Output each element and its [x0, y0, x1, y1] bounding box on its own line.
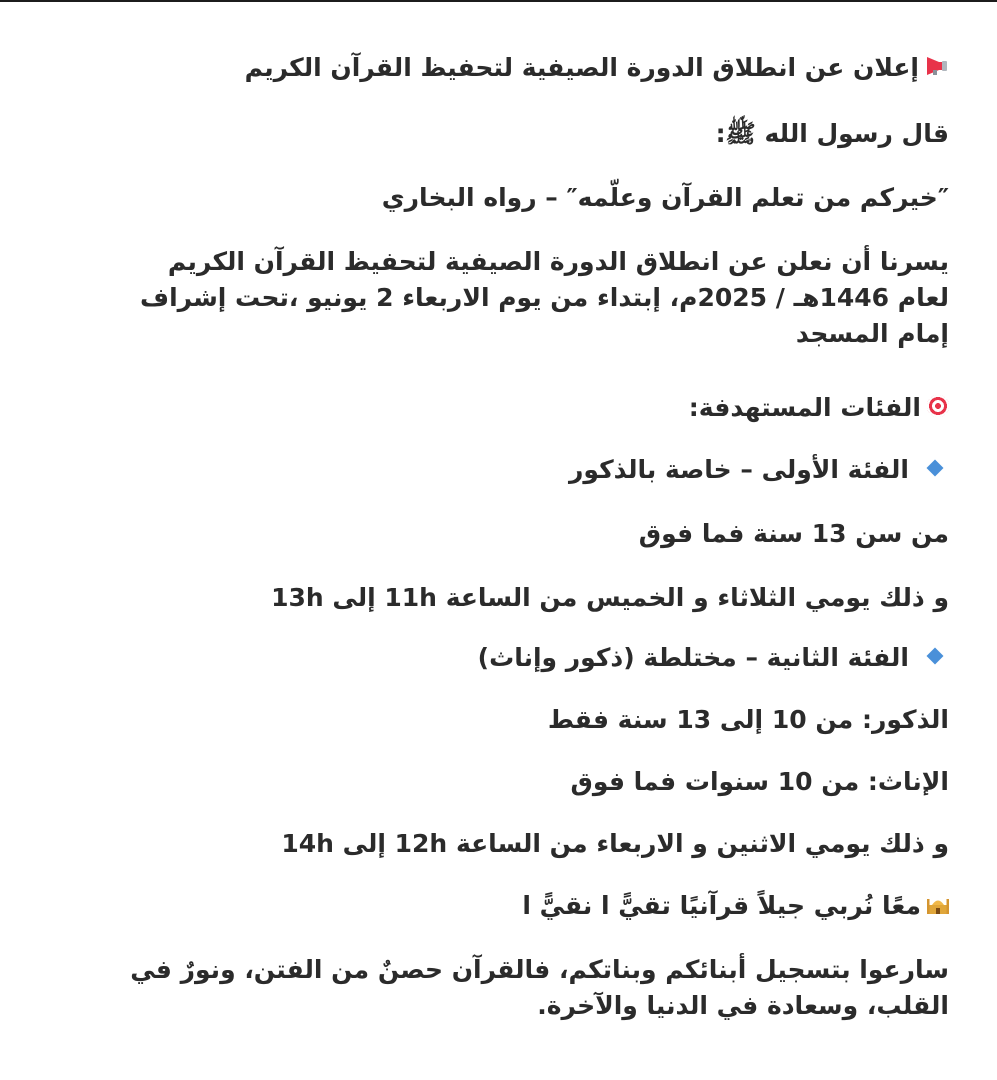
group2-males: الذكور: من 10 إلى 13 سنة فقط — [547, 705, 949, 734]
group2-title-line — [478, 640, 949, 676]
closing-paragraph: سارعوا بتسجيل أبنائكم وبناتكم، فالقرآن حصنٌ من الفتن، ونورٌ في القلب، وسعادة في الدنيا والآخرة. — [130, 955, 949, 1020]
target-heading-line — [689, 390, 949, 426]
diamond-bullet-icon — [927, 460, 944, 477]
megaphone-icon — [925, 56, 949, 76]
group2-title: الفئة الثانية – مختلطة (ذكور وإناث) — [477, 643, 909, 672]
group2-schedule: و ذلك يومي الاثنين و الاربعاء من الساعة 12h إلى 14h — [281, 829, 949, 858]
title: إعلان عن انطلاق الدورة الصيفية لتحفيظ القرآن الكريم — [244, 53, 919, 82]
hadith-intro: قال رسول الله ﷺ: — [715, 119, 949, 148]
group1-schedule: و ذلك يومي الثلاثاء و الخميس من الساعة 11h إلى 13h — [271, 583, 949, 612]
diamond-bullet-icon — [927, 648, 944, 665]
announcement-paragraph: يسرنا أن نعلن عن انطلاق الدورة الصيفية لتحفيظ القرآن الكريم لعام 1446هـ / 2025م، إبتداء من يوم الاربعاء 2 يونيو ،تحت إشراف إمام المسجد — [140, 247, 949, 348]
group1-title-line — [569, 452, 949, 488]
mosque-icon — [927, 893, 949, 915]
group1-title: الفئة الأولى – خاصة بالذكور — [569, 455, 909, 484]
motto-line — [522, 888, 949, 924]
group1-age: من سن 13 سنة فما فوق — [638, 519, 949, 548]
hadith-text: ″خيركم من تعلم القرآن وعلّمه″ – رواه البخاري — [381, 183, 949, 212]
target-heading: الفئات المستهدفة: — [688, 393, 921, 422]
motto: معًا نُربي جيلاً قرآنيًا تقيًّ ا نقيًّ ا — [522, 891, 921, 920]
title-line — [245, 50, 949, 86]
target-icon — [927, 395, 949, 417]
group2-females: الإناث: من 10 سنوات فما فوق — [570, 767, 949, 796]
